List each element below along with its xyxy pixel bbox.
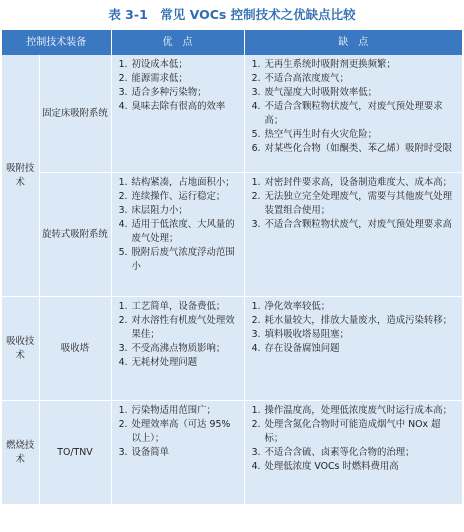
- list-item: 4. 存在设备腐蚀问题: [264, 342, 459, 356]
- list-item: 3. 设备简单: [131, 446, 240, 460]
- table-row: [2, 173, 462, 297]
- list-item: 1. 初设成本低；: [131, 58, 240, 72]
- advantages-cell: [111, 297, 244, 401]
- list-item: 1. 无再生系统时吸附剂更换频繁；: [264, 58, 459, 72]
- table-row: [2, 55, 462, 173]
- list-item: 2. 无法独立完全处理废气，需要与其他废气处理装置组合使用；: [264, 190, 459, 218]
- disadvantages-cell: [244, 297, 462, 401]
- equipment-cell: TO/TNV: [39, 401, 111, 505]
- list-item: 2. 不适合高浓度废气；: [264, 72, 459, 86]
- disadvantages-cell: [244, 173, 462, 297]
- list-item: 1. 污染物适用范围广；: [131, 404, 240, 418]
- list-item: 3. 不受高沸点物质影响；: [131, 342, 240, 356]
- list-item: 2. 对水溶性有机废气处理效果佳；: [131, 314, 240, 342]
- list-item: 2. 连续操作、运行稳定；: [131, 190, 240, 204]
- list-item: 3. 填料吸收塔易阻塞；: [264, 328, 459, 342]
- list-item: 4. 无耗材处理问题: [131, 356, 240, 370]
- list-item: 3. 废气湿度大时吸附效率低；: [264, 86, 459, 100]
- list-item: 2. 处理效率高（可达 95% 以上）；: [131, 418, 240, 446]
- table-title: 表 3-1 常见 VOCs 控制技术之优缺点比较: [108, 7, 356, 22]
- list-item: 2. 处理含氮化合物时可能造成烟气中 NOx 超标；: [264, 418, 459, 446]
- category-cell: 吸附技术: [2, 55, 39, 297]
- equipment-cell: 吸收塔: [39, 297, 111, 401]
- header-advantages: 优 点: [111, 30, 244, 55]
- advantages-cell: [111, 401, 244, 505]
- list-item: 2. 耗水量较大，排放大量废水，造成污染转移；: [264, 314, 459, 328]
- table-row: [2, 401, 462, 505]
- list-item: 5. 脱附后废气浓度浮动范围小: [131, 246, 240, 274]
- disadvantages-cell: [244, 55, 462, 173]
- header-equipment: 控制技术装备: [2, 30, 111, 55]
- list-item: 3. 床层阻力小；: [131, 204, 240, 218]
- advantages-cell: [111, 55, 244, 173]
- list-item: 4. 适用于低浓度、大风量的废气处理；: [131, 218, 240, 246]
- list-item: 1. 净化效率较低；: [264, 300, 459, 314]
- category-cell: 吸收技术: [2, 297, 39, 401]
- disadvantages-cell: [244, 401, 462, 505]
- list-item: 2. 能源需求低；: [131, 72, 240, 86]
- list-item: 6. 对某些化合物（如酮类、苯乙烯）吸附时受限: [264, 142, 459, 156]
- list-item: 3. 适合多种污染物；: [131, 86, 240, 100]
- equipment-cell: 旋转式吸附系统: [39, 173, 111, 297]
- comparison-table: [2, 30, 462, 505]
- table-row: [2, 297, 462, 401]
- list-item: 4. 处理低浓度 VOCs 时燃料费用高: [264, 460, 459, 474]
- header-row: [2, 30, 462, 55]
- category-cell: 燃烧技术: [2, 401, 39, 505]
- advantages-cell: [111, 173, 244, 297]
- list-item: 1. 对密封件要求高，设备制造难度大、成本高；: [264, 176, 459, 190]
- list-item: 3. 不适合含硫、卤素等化合物的治理；: [264, 446, 459, 460]
- list-item: 1. 工艺简单，设备费低；: [131, 300, 240, 314]
- list-item: 1. 结构紧凑，占地面积小；: [131, 176, 240, 190]
- list-item: 4. 臭味去除有很高的效率: [131, 100, 240, 114]
- list-item: 1. 操作温度高，处理低浓度废气时运行成本高；: [264, 404, 459, 418]
- list-item: 3. 不适合含颗粒物状废气，对废气预处理要求高: [264, 218, 459, 232]
- list-item: 5. 热空气再生时有火灾危险；: [264, 128, 459, 142]
- list-item: 4. 不适合含颗粒物状废气，对废气预处理要求高；: [264, 100, 459, 128]
- equipment-cell: 固定床吸附系统: [39, 55, 111, 173]
- header-disadvantages: 缺 点: [244, 30, 462, 55]
